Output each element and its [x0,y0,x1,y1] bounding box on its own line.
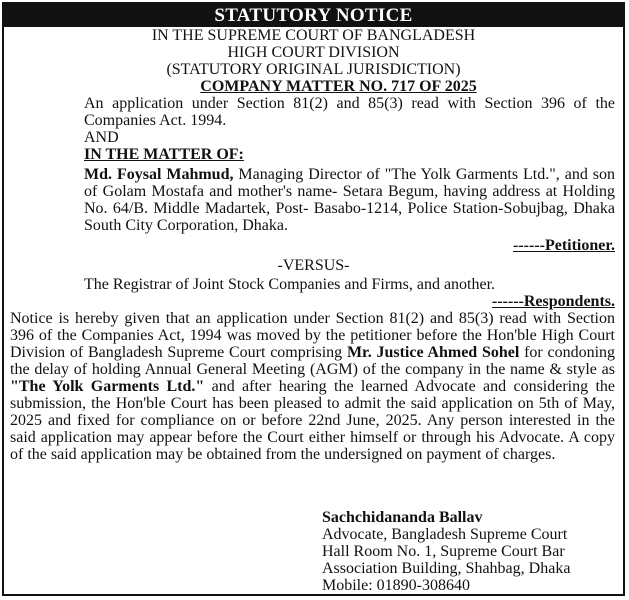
petitioner-label [4,237,623,254]
petitioner-block [4,166,623,234]
signature-block [322,509,570,594]
petitioner-details: Managing Director of "The Yolk Garments Ltd.", and son of Golam Mostafa and mother's name- Setara Begum, having address at Holding No. 64/B. Middle Madartek, Post- Basabo-1214, Police Station-Sobujbag, Dhaka South City Corporation, Dhaka. [84,166,615,234]
advocate-title: Advocate, Bangladesh Supreme Court [322,526,568,543]
and-label: AND [84,129,119,146]
advocate-mobile: Mobile: 01890-308640 [322,577,470,594]
matter-heading: IN THE MATTER OF: [84,146,244,163]
company-matter-number: COMPANY MATTER NO. 717 OF 2025 [200,78,477,95]
respondents-label-text: ------Respondents. [491,293,615,310]
advocate-name: Sachchidananda Ballav [322,509,483,526]
court-jurisdiction: (STATUTORY ORIGINAL JURISDICTION) [166,61,461,78]
court-division: HIGH COURT DIVISION [227,44,400,61]
application-text: An application under Section 81(2) and 85(3) read with Section 396 of the Companies Act. 1994. [84,95,615,129]
respondents-text: The Registrar of Joint Stock Companies and Firms, and another. [84,276,496,293]
justice-name: Mr. Justice Ahmed Sohel [346,344,520,361]
versus-label: -VERSUS- [277,257,350,274]
advocate-building: Association Building, Shahbag, Dhaka [322,560,571,577]
respondents-label [4,293,623,310]
petitioner-name: Md. Foysal Mahmud, [84,166,234,183]
notice-paragraph [4,310,623,463]
notice-banner: STATUTORY NOTICE [4,4,623,27]
statutory-notice [2,2,625,596]
notice-part1: Notice is hereby given that an application under Section 81(2) and 85(3) read with Section 396 of the Companies Act, 1994 was moved by the petitioner before the Hon'ble High Court Division of Bangladesh Supreme Court comprising [10,310,615,361]
company-name: "The Yolk Garments Ltd." [10,378,205,395]
advocate-room: Hall Room No. 1, Supreme Court Bar [322,543,565,560]
notice-part3: and after hearing the learned Advocate and considering the submission, the Hon'ble Court has been pleased to admit the said application on 5th of May, 2025 and fixed for compliance on or before 22nd June, 2025. Any person interested in the said application may appear before the Court either himself or through his Advocate. A copy of the said application may be obtained from the undersigned on payment of charges. [10,378,616,463]
notice-part2: for condoning the delay of holding Annual General Meeting (AGM) of the company in the name & style as [10,344,616,378]
petitioner-label-text: ------Petitioner. [512,237,615,254]
court-name: IN THE SUPREME COURT OF BANGLADESH [151,27,476,44]
